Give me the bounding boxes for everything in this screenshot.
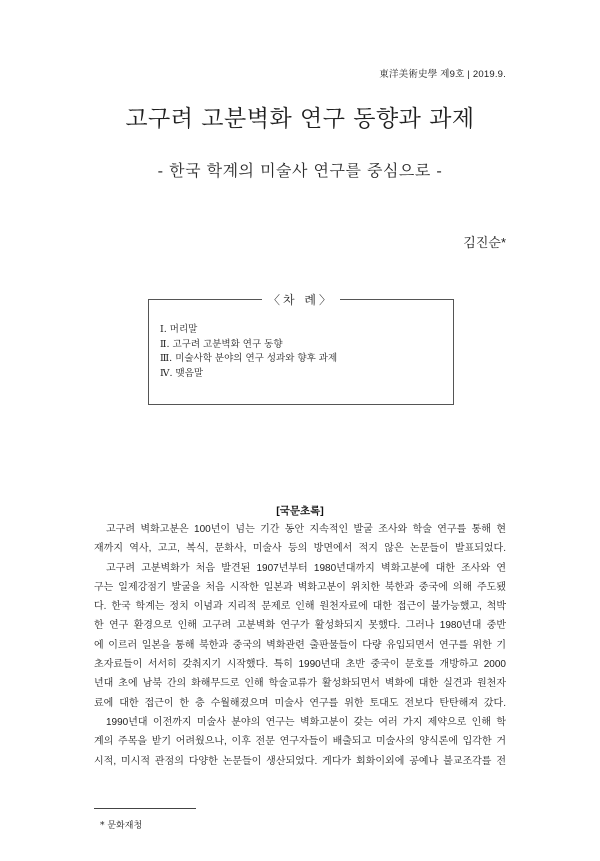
abstract-line: 초자료들이 서서히 갖춰지기 시작했다. 특히 1990년대 초반 중국이 문호를 개방하고 2000	[94, 659, 506, 671]
abstract-line: 시적, 미시적 관점의 다양한 논문들이 생산되었다. 게다가 회화이외에 공예나 불교조각를 전	[94, 755, 506, 767]
toc-item: Ⅱ. 고구려 고분벽화 연구 동향	[160, 338, 283, 350]
abstract-line: 다. 한국 학계는 정치 이념과 지리적 문제로 인해 원천자료에 대한 접근이 불가능했고, 척박	[94, 601, 506, 613]
footnote: * 문화재청	[100, 821, 143, 831]
table-of-contents	[148, 293, 454, 405]
abstract-line: 료에 대한 접근이 한 층 수월해졌으며 미술사 연구를 위한 토대도 전보다 탄탄해져 갔다.	[94, 697, 506, 709]
abstract-heading: [국문초록]	[276, 505, 324, 517]
abstract-line: 구는 일제강점기 발굴을 처음 시작한 일본과 벽화고분이 위치한 북한과 중국에 의해 주도됐	[94, 581, 506, 593]
abstract-line: 에 이르러 일본을 통해 북한과 중국의 벽화관련 출판물들이 다량 유입되면서 연구를 위한 기	[94, 639, 506, 651]
footnote-divider	[94, 808, 196, 809]
abstract-line: 1990년대 이전까지 미술사 분야의 연구는 벽화고분이 갖는 여러 가지 제약으로 인해 학	[106, 716, 506, 728]
toc-heading: 〈차 례〉	[262, 293, 340, 307]
toc-item: Ⅲ. 미술사학 분야의 연구 성과와 향후 과제	[160, 353, 338, 364]
abstract-line: 계의 주목을 받기 어려웠으나, 이후 전문 연구자들이 배출되고 미술사의 양식론에 입각한 거	[94, 736, 506, 748]
author-name: 김진순*	[463, 235, 506, 250]
abstract-line: 재까지 역사, 고고, 복식, 문화사, 미술사 등의 방면에서 적지 않은 논문들이 발표되었다.	[94, 543, 506, 555]
journal-header: 東洋美術史學 제9호 | 2019.9.	[379, 69, 506, 80]
toc-list	[160, 323, 337, 381]
abstract-line: 고구려 고분벽화가 처음 발견된 1907년부터 1980년대까지 벽화고분에 대한 조사와 연	[106, 562, 506, 574]
paper-subtitle: - 한국 학계의 미술사 연구를 중심으로 -	[157, 161, 443, 180]
paper-title: 고구려 고분벽화 연구 동향과 과제	[125, 106, 475, 132]
abstract-body	[94, 520, 506, 771]
toc-heading-wrap	[149, 291, 453, 309]
abstract-line: 한 연구 환경으로 인해 고구려 고분벽화 연구가 활성화되지 못했다. 그러나 1980년대 중반	[94, 620, 506, 632]
abstract-line: 년대 초에 남북 간의 화해무드로 인해 학술교류가 활성화되면서 벽화에 대한 실견과 원천자	[94, 678, 506, 690]
toc-item: Ⅰ. 머리말	[160, 324, 198, 335]
abstract-line: 고구려 벽화고분은 100년이 넘는 기간 동안 지속적인 발굴 조사와 학술 연구를 통해 현	[106, 524, 506, 535]
toc-item: Ⅳ. 맺음말	[160, 367, 204, 379]
